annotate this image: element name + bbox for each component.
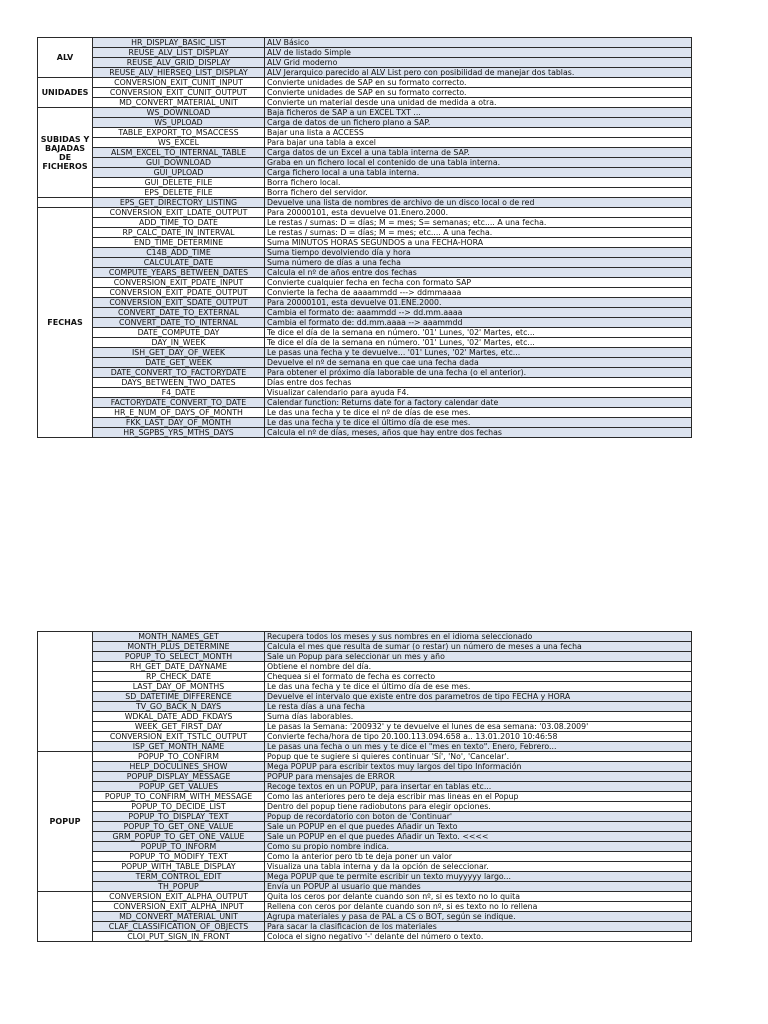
table-row xyxy=(38,712,692,722)
function-name-cell: POPUP_TO_CONFIRM_WITH_MESSAGE xyxy=(93,792,265,802)
function-name-cell: POPUP_WITH_TABLE_DISPLAY xyxy=(93,862,265,872)
function-name-cell: DATE_GET_WEEK xyxy=(93,358,265,368)
function-name-cell: POPUP_TO_INFORM xyxy=(93,842,265,852)
description-cell: ALV Básico xyxy=(265,38,692,48)
description-cell: Le das una fecha y te dice el último día de ese mes. xyxy=(265,682,692,692)
description-cell: Graba en un fichero local el contenido de una tabla interna. xyxy=(265,158,692,168)
table-row xyxy=(38,238,692,248)
table-row xyxy=(38,228,692,238)
table-row xyxy=(38,298,692,308)
description-cell: Devuelve el nº de semana en que cae una fecha dada xyxy=(265,358,692,368)
table-row xyxy=(38,188,692,198)
function-name-cell: CONVERSION_EXIT_SDATE_OUTPUT xyxy=(93,298,265,308)
description-cell: Le pasas una fecha o un mes y te dice el "mes en texto". Enero, Febrero... xyxy=(265,742,692,752)
function-name-cell: CONVERSION_EXIT_CUNIT_OUTPUT xyxy=(93,88,265,98)
description-cell: Suma días laborables. xyxy=(265,712,692,722)
description-cell: Sale un POPUP en el que puedes Añadir un Texto. <<<< xyxy=(265,832,692,842)
table-row xyxy=(38,378,692,388)
description-cell: Convierte unidades de SAP en su formato correcto. xyxy=(265,88,692,98)
function-name-cell: ISP_GET_MONTH_NAME xyxy=(93,742,265,752)
description-cell: Baja ficheros de SAP a un EXCEL TXT ... xyxy=(265,108,692,118)
table-row xyxy=(38,58,692,68)
table-row xyxy=(38,662,692,672)
description-cell: Devuelve el intervalo que existe entre dos parametros de tipo FECHA y HORA xyxy=(265,692,692,702)
function-name-cell: HR_E_NUM_OF_DAYS_OF_MONTH xyxy=(93,408,265,418)
description-cell: Convierte unidades de SAP en su formato correcto. xyxy=(265,78,692,88)
table-row xyxy=(38,98,692,108)
group-label: UNIDADES xyxy=(38,78,93,108)
description-cell: Borra fichero del servidor. xyxy=(265,188,692,198)
description-cell: Carga de datos de un fichero plano a SAP. xyxy=(265,118,692,128)
table-row xyxy=(38,388,692,398)
description-cell: Le pasas una fecha y te devuelve... '01' Lunes, '02' Martes, etc... xyxy=(265,348,692,358)
table-row xyxy=(38,418,692,428)
function-name-cell: TH_POPUP xyxy=(93,882,265,892)
function-name-cell: HR_SGPBS_YRS_MTHS_DAYS xyxy=(93,428,265,438)
table-row xyxy=(38,822,692,832)
group-label: POPUP xyxy=(38,752,93,892)
function-name-cell: CALCULATE_DATE xyxy=(93,258,265,268)
function-name-cell: CONVERT_DATE_TO_INTERNAL xyxy=(93,318,265,328)
function-name-cell: DATE_COMPUTE_DAY xyxy=(93,328,265,338)
description-cell: Envía un POPUP al usuario que mandes xyxy=(265,882,692,892)
sap-functions-table-2 xyxy=(37,631,692,942)
function-name-cell: F4_DATE xyxy=(93,388,265,398)
description-cell: Recoge textos en un POPUP, para insertar en tablas etc... xyxy=(265,782,692,792)
function-name-cell: C14B_ADD_TIME xyxy=(93,248,265,258)
description-cell: ALV Jerarquico parecido al ALV List pero con posibilidad de manejar dos tablas. xyxy=(265,68,692,78)
function-name-cell: CONVERSION_EXIT_LDATE_OUTPUT xyxy=(93,208,265,218)
description-cell: Como su propio nombre indica. xyxy=(265,842,692,852)
function-name-cell: GUI_DELETE_FILE xyxy=(93,178,265,188)
description-cell: Calendar function: Returns date for a factory calendar date xyxy=(265,398,692,408)
description-cell: Calcula el nº de días, meses, años que hay entre dos fechas xyxy=(265,428,692,438)
table-row xyxy=(38,932,692,942)
function-name-cell: MONTH_PLUS_DETERMINE xyxy=(93,642,265,652)
table-row xyxy=(38,108,692,118)
description-cell: Para sacar la clasificacion de los materiales xyxy=(265,922,692,932)
function-name-cell: TERM_CONTROL_EDIT xyxy=(93,872,265,882)
table-row xyxy=(38,288,692,298)
group-label: SUBIDAS Y BAJADAS DE FICHEROS xyxy=(38,108,93,198)
description-cell: POPUP para mensajes de ERROR xyxy=(265,772,692,782)
description-cell: Para 20000101, esta devuelve 01.ENE.2000. xyxy=(265,298,692,308)
table-row xyxy=(38,158,692,168)
description-cell: Le das una fecha y te dice el último día de ese mes. xyxy=(265,418,692,428)
table-row xyxy=(38,248,692,258)
function-name-cell: COMPUTE_YEARS_BETWEEN_DATES xyxy=(93,268,265,278)
function-name-cell: REUSE_ALV_HIERSEQ_LIST_DISPLAY xyxy=(93,68,265,78)
description-cell: Te dice el día de la semana en número. '01' Lunes, '02' Martes, etc... xyxy=(265,328,692,338)
description-cell: Convierte cualquier fecha en fecha con formato SAP xyxy=(265,278,692,288)
description-cell: Calcula el mes que resulta de sumar (o restar) un número de meses a una fecha xyxy=(265,642,692,652)
function-name-cell: MD_CONVERT_MATERIAL_UNIT xyxy=(93,912,265,922)
description-cell: Mega POPUP para escribir textos muy largos del tipo Información xyxy=(265,762,692,772)
description-cell: Sale un POPUP en el que puedes Añadir un Texto xyxy=(265,822,692,832)
table-row xyxy=(38,148,692,158)
function-name-cell: RP_CHECK_DATE xyxy=(93,672,265,682)
function-name-cell: HR_DISPLAY_BASIC_LIST xyxy=(93,38,265,48)
function-name-cell: GRM_POPUP_TO_GET_ONE_VALUE xyxy=(93,832,265,842)
table-row xyxy=(38,682,692,692)
table-row xyxy=(38,338,692,348)
function-name-cell: TV_GO_BACK_N_DAYS xyxy=(93,702,265,712)
function-name-cell: ISH_GET_DAY_OF_WEEK xyxy=(93,348,265,358)
description-cell: Popup que te sugiere si quieres continuar 'Sí', 'No', 'Cancelar'. xyxy=(265,752,692,762)
table-row xyxy=(38,308,692,318)
description-cell: Rellena con ceros por delante cuando son nº, si es texto no lo rellena xyxy=(265,902,692,912)
table-row xyxy=(38,922,692,932)
function-name-cell: SD_DATETIME_DIFFERENCE xyxy=(93,692,265,702)
table-row xyxy=(38,348,692,358)
description-cell: Suma MINUTOS HORAS SEGUNDOS a una FECHA-HORA xyxy=(265,238,692,248)
sap-functions-table-1 xyxy=(37,37,692,438)
description-cell: Para bajar una tabla a excel xyxy=(265,138,692,148)
table-row xyxy=(38,832,692,842)
description-cell: Convierte fecha/hora de tipo 20.100.113.094.658 a.. 13.01.2010 10:46:58 xyxy=(265,732,692,742)
table-row xyxy=(38,852,692,862)
function-name-cell: REUSE_ALV_GRID_DISPLAY xyxy=(93,58,265,68)
table-row xyxy=(38,78,692,88)
table-row xyxy=(38,198,692,208)
function-name-cell: POPUP_TO_MODIFY_TEXT xyxy=(93,852,265,862)
description-cell: Le restas / sumas: D = días; M = mes; etc.... A una fecha. xyxy=(265,228,692,238)
description-cell: Cambia el formato de: dd.mm.aaaa --> aaammdd xyxy=(265,318,692,328)
table-row xyxy=(38,318,692,328)
description-cell: Quita los ceros por delante cuando son nº, si es texto no lo quita xyxy=(265,892,692,902)
description-cell: Visualizar calendario para ayuda F4. xyxy=(265,388,692,398)
description-cell: Calcula el nº de años entre dos fechas xyxy=(265,268,692,278)
function-name-cell: WEEK_GET_FIRST_DAY xyxy=(93,722,265,732)
table-row xyxy=(38,782,692,792)
table-row xyxy=(38,722,692,732)
description-cell: Cambia el formato de: aaammdd --> dd.mm.aaaa xyxy=(265,308,692,318)
function-name-cell: FACTORYDATE_CONVERT_TO_DATE xyxy=(93,398,265,408)
description-cell: Coloca el signo negativo '-' delante del número o texto. xyxy=(265,932,692,942)
table-row xyxy=(38,178,692,188)
description-cell: Convierte un material desde una unidad de medida a otra. xyxy=(265,98,692,108)
function-name-cell: POPUP_TO_GET_ONE_VALUE xyxy=(93,822,265,832)
table-row xyxy=(38,902,692,912)
description-cell: Días entre dos fechas xyxy=(265,378,692,388)
description-cell: Suma tiempo devolviendo día y hora xyxy=(265,248,692,258)
function-name-cell: REUSE_ALV_LIST_DISPLAY xyxy=(93,48,265,58)
description-cell: Visualiza una tabla interna y da la opción de seleccionar. xyxy=(265,862,692,872)
function-name-cell: RP_CALC_DATE_IN_INTERVAL xyxy=(93,228,265,238)
description-cell: Te dice el día de la semana en número. '01' Lunes, '02' Martes, etc... xyxy=(265,338,692,348)
group-label: ALV xyxy=(38,38,93,78)
table-row xyxy=(38,268,692,278)
table-row xyxy=(38,68,692,78)
group-label xyxy=(38,632,93,752)
table-row xyxy=(38,168,692,178)
function-name-cell: POPUP_GET_VALUES xyxy=(93,782,265,792)
function-name-cell: GUI_DOWNLOAD xyxy=(93,158,265,168)
table-row xyxy=(38,692,692,702)
table-row xyxy=(38,428,692,438)
function-name-cell: CONVERSION_EXIT_PDATE_INPUT xyxy=(93,278,265,288)
function-name-cell: MD_CONVERT_MATERIAL_UNIT xyxy=(93,98,265,108)
description-cell: Para obtener el próximo día laborable de una fecha (o el anterior). xyxy=(265,368,692,378)
table-row xyxy=(38,702,692,712)
function-name-cell: MONTH_NAMES_GET xyxy=(93,632,265,642)
function-name-cell: CONVERSION_EXIT_PDATE_OUTPUT xyxy=(93,288,265,298)
table-row xyxy=(38,128,692,138)
function-name-cell: ALSM_EXCEL_TO_INTERNAL_TABLE xyxy=(93,148,265,158)
table-row xyxy=(38,742,692,752)
function-name-cell: CONVERSION_EXIT_ALPHA_INPUT xyxy=(93,902,265,912)
table-row xyxy=(38,892,692,902)
function-name-cell: WS_UPLOAD xyxy=(93,118,265,128)
table-row xyxy=(38,88,692,98)
function-name-cell: POPUP_TO_DECIDE_LIST xyxy=(93,802,265,812)
table-row xyxy=(38,882,692,892)
description-cell: Como las anteriores pero te deja escribir mas lineas en el Popup xyxy=(265,792,692,802)
description-cell: Convierte la fecha de aaaammdd ---> ddmmaaaa xyxy=(265,288,692,298)
group-label xyxy=(38,892,93,942)
function-name-cell: HELP_DOCULINES_SHOW xyxy=(93,762,265,772)
table-row xyxy=(38,802,692,812)
description-cell: Le resta días a una fecha xyxy=(265,702,692,712)
table-row xyxy=(38,398,692,408)
group-label xyxy=(38,198,93,208)
table-row xyxy=(38,208,692,218)
description-cell: ALV Grid moderno xyxy=(265,58,692,68)
function-name-cell: LAST_DAY_OF_MONTHS xyxy=(93,682,265,692)
table-row xyxy=(38,652,692,662)
function-name-cell: CONVERSION_EXIT_ALPHA_OUTPUT xyxy=(93,892,265,902)
description-cell: Chequea si el formato de fecha es correcto xyxy=(265,672,692,682)
description-cell: Como la anterior pero tb te deja poner un valor xyxy=(265,852,692,862)
description-cell: Mega POPUP que te permite escribir un texto muyyyyy largo... xyxy=(265,872,692,882)
table-row xyxy=(38,732,692,742)
table-row xyxy=(38,672,692,682)
description-cell: Popup de recordatorio con boton de 'Continuar' xyxy=(265,812,692,822)
function-name-cell: FKK_LAST_DAY_OF_MONTH xyxy=(93,418,265,428)
table-row xyxy=(38,38,692,48)
function-name-cell: POPUP_TO_DISPLAY_TEXT xyxy=(93,812,265,822)
function-name-cell: TABLE_EXPORT_TO_MSACCESS xyxy=(93,128,265,138)
description-cell: Suma número de días a una fecha xyxy=(265,258,692,268)
function-name-cell: ADD_TIME_TO_DATE xyxy=(93,218,265,228)
function-name-cell: DAY_IN_WEEK xyxy=(93,338,265,348)
table-row xyxy=(38,872,692,882)
table-row xyxy=(38,632,692,642)
description-cell: Le pasas la Semana: '200932' y te devuelve el lunes de esa semana: '03.08.2009' xyxy=(265,722,692,732)
table-row xyxy=(38,218,692,228)
table-row xyxy=(38,118,692,128)
table-row xyxy=(38,642,692,652)
description-cell: ALV de listado Simple xyxy=(265,48,692,58)
function-name-cell: CLOI_PUT_SIGN_IN_FRONT xyxy=(93,932,265,942)
function-name-cell: END_TIME_DETERMINE xyxy=(93,238,265,248)
table-row xyxy=(38,278,692,288)
table-row xyxy=(38,368,692,378)
table-row xyxy=(38,862,692,872)
table-row xyxy=(38,358,692,368)
group-label: FECHAS xyxy=(38,208,93,438)
function-name-cell: POPUP_TO_CONFIRM xyxy=(93,752,265,762)
table-row xyxy=(38,258,692,268)
table-row xyxy=(38,792,692,802)
table-row xyxy=(38,812,692,822)
function-name-cell: GUI_UPLOAD xyxy=(93,168,265,178)
function-name-cell: DAYS_BETWEEN_TWO_DATES xyxy=(93,378,265,388)
function-name-cell: EPS_DELETE_FILE xyxy=(93,188,265,198)
function-name-cell: CONVERSION_EXIT_CUNIT_INPUT xyxy=(93,78,265,88)
description-cell: Agrupa materiales y pasa de PAL a CS o BOT, según se indique. xyxy=(265,912,692,922)
description-cell: Carga datos de un Excel a una tabla interna de SAP. xyxy=(265,148,692,158)
function-name-cell: EPS_GET_DIRECTORY_LISTING xyxy=(93,198,265,208)
function-name-cell: CONVERSION_EXIT_TSTLC_OUTPUT xyxy=(93,732,265,742)
table-row xyxy=(38,912,692,922)
table-row xyxy=(38,772,692,782)
function-name-cell: CLAF_CLASSIFICATION_OF_OBJECTS xyxy=(93,922,265,932)
function-name-cell: DATE_CONVERT_TO_FACTORYDATE xyxy=(93,368,265,378)
table-row xyxy=(38,842,692,852)
function-name-cell: WDKAL_DATE_ADD_FKDAYS xyxy=(93,712,265,722)
description-cell: Obtiene el nombre del día. xyxy=(265,662,692,672)
description-cell: Carga fichero local a una tabla interna. xyxy=(265,168,692,178)
description-cell: Devuelve una lista de nombres de archivo de un disco local o de red xyxy=(265,198,692,208)
table-row xyxy=(38,138,692,148)
function-name-cell: WS_EXCEL xyxy=(93,138,265,148)
table-row xyxy=(38,752,692,762)
description-cell: Sale un Popup para seleccionar un mes y año xyxy=(265,652,692,662)
description-cell: Le restas / sumas: D = días; M = mes; S= semanas; etc.... A una fecha. xyxy=(265,218,692,228)
table-row xyxy=(38,328,692,338)
description-cell: Le das una fecha y te dice el nº de días de ese mes. xyxy=(265,408,692,418)
description-cell: Dentro del popup tiene radiobutons para elegir opciones. xyxy=(265,802,692,812)
function-name-cell: CONVERT_DATE_TO_EXTERNAL xyxy=(93,308,265,318)
description-cell: Para 20000101, esta devuelve 01.Enero.2000. xyxy=(265,208,692,218)
function-name-cell: WS_DOWNLOAD xyxy=(93,108,265,118)
function-name-cell: RH_GET_DATE_DAYNAME xyxy=(93,662,265,672)
table-row xyxy=(38,762,692,772)
table-row xyxy=(38,48,692,58)
description-cell: Bajar una lista a ACCESS xyxy=(265,128,692,138)
description-cell: Recupera todos los meses y sus nombres en el idioma seleccionado xyxy=(265,632,692,642)
function-name-cell: POPUP_TO_SELECT_MONTH xyxy=(93,652,265,662)
function-name-cell: POPUP_DISPLAY_MESSAGE xyxy=(93,772,265,782)
description-cell: Borra fichero local. xyxy=(265,178,692,188)
table-row xyxy=(38,408,692,418)
